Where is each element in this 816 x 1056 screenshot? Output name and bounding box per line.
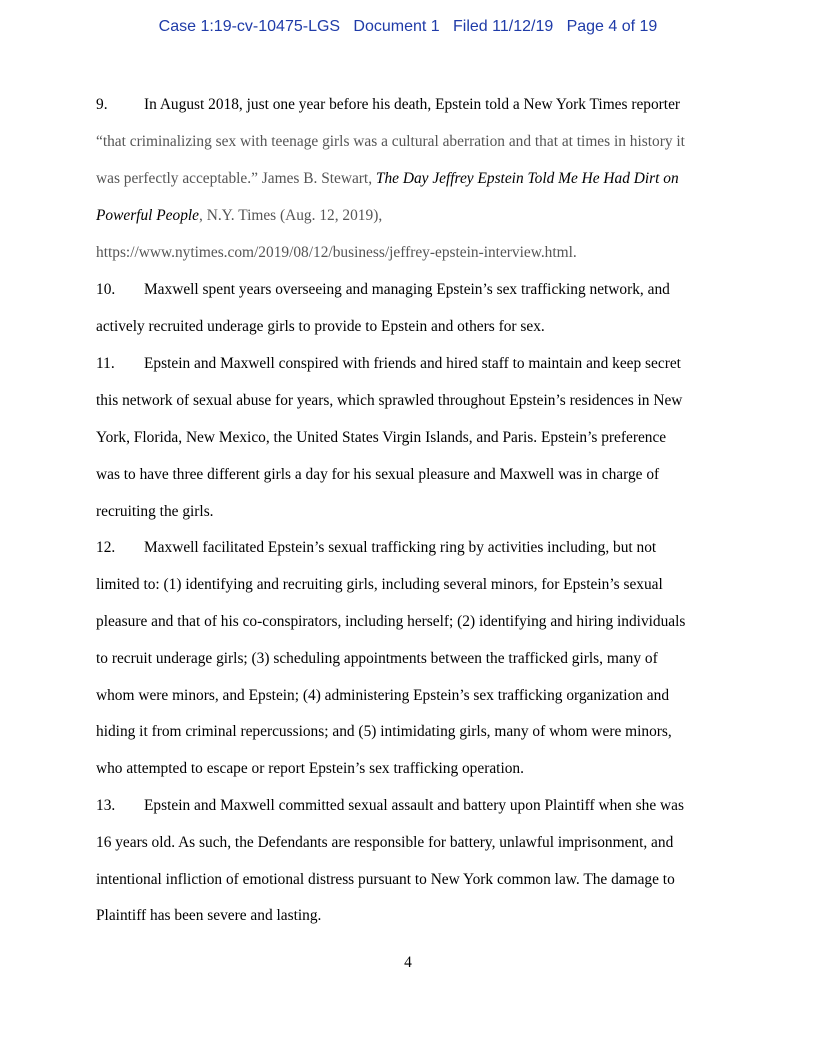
page-number: 4 [404, 954, 412, 971]
paragraph-13-line-2: 16 years old. As such, the Defendants are responsible for battery, unlawful imprisonment, and [96, 834, 674, 851]
paragraph-12-line-4: to recruit underage girls; (3) scheduling appointments between the trafficked girls, many of [96, 650, 658, 667]
paragraph-13-line-4: Plaintiff has been severe and lasting. [96, 907, 322, 924]
paragraph-11-line-2: this network of sexual abuse for years, which sprawled throughout Epstein’s residences in New [96, 392, 683, 409]
paragraph-10-line-1: 10. Maxwell spent years overseeing and managing Epstein’s sex trafficking network, and [96, 281, 670, 298]
paragraph-9-line-4: Powerful People, N.Y. Times (Aug. 12, 2019), [96, 207, 383, 224]
case-header: Case 1:19-cv-10475-LGS Document 1 Filed 11/12/19 Page 4 of 19 [158, 18, 658, 35]
paragraph-12-line-2: limited to: (1) identifying and recruiting girls, including several minors, for Epstein’s sexual [96, 576, 663, 593]
paragraph-9-line-1: 9. In August 2018, just one year before his death, Epstein told a New York Times reporter [96, 96, 681, 113]
paragraph-11-line-1: 11. Epstein and Maxwell conspired with friends and hired staff to maintain and keep secret [96, 355, 681, 372]
article-title-cont: Powerful People [96, 207, 200, 224]
paragraph-11-line-5: recruiting the girls. [96, 503, 214, 520]
paragraph-12-line-1: 12. Maxwell facilitated Epstein’s sexual trafficking ring by activities including, but not [96, 539, 657, 556]
paragraph-number: 12. [96, 539, 116, 556]
article-title: The Day Jeffrey Epstein Told Me He Had Dirt on [375, 170, 679, 187]
paragraph-11-line-4: was to have three different girls a day for his sexual pleasure and Maxwell was in charge of [96, 466, 660, 483]
paragraph-13-line-1: 13. Epstein and Maxwell committed sexual assault and battery upon Plaintiff when she was [96, 797, 684, 814]
paragraph-12-line-5: whom were minors, and Epstein; (4) administering Epstein’s sex trafficking organization and [96, 687, 670, 704]
paragraph-13-line-3: intentional infliction of emotional distress pursuant to New York common law. The damage to [96, 871, 675, 888]
paragraph-9-line-2: “that criminalizing sex with teenage girls was a cultural aberration and that at times in history it [96, 133, 685, 150]
citation-url: https://www.nytimes.com/2019/08/12/business/jeffrey-epstein-interview.html. [96, 244, 577, 261]
paragraph-12-line-7: who attempted to escape or report Epstein’s sex trafficking operation. [96, 760, 524, 777]
paragraph-12-line-3: pleasure and that of his co-conspirators, including herself; (2) identifying and hiring individuals [96, 613, 686, 630]
paragraph-number: 11. [96, 355, 115, 372]
paragraph-11-line-3: York, Florida, New Mexico, the United States Virgin Islands, and Paris. Epstein’s preference [96, 429, 667, 446]
paragraph-9-line-3: was perfectly acceptable.” James B. Stewart, The Day Jeffrey Epstein Told Me He Had Dirt on [96, 170, 679, 187]
paragraph-12-line-6: hiding it from criminal repercussions; and (5) intimidating girls, many of whom were minors, [96, 723, 672, 740]
paragraph-10-line-2: actively recruited underage girls to provide to Epstein and others for sex. [96, 318, 545, 335]
paragraph-number: 13. [96, 797, 116, 814]
paragraph-number: 10. [96, 281, 116, 298]
paragraph-number: 9. [96, 96, 108, 113]
